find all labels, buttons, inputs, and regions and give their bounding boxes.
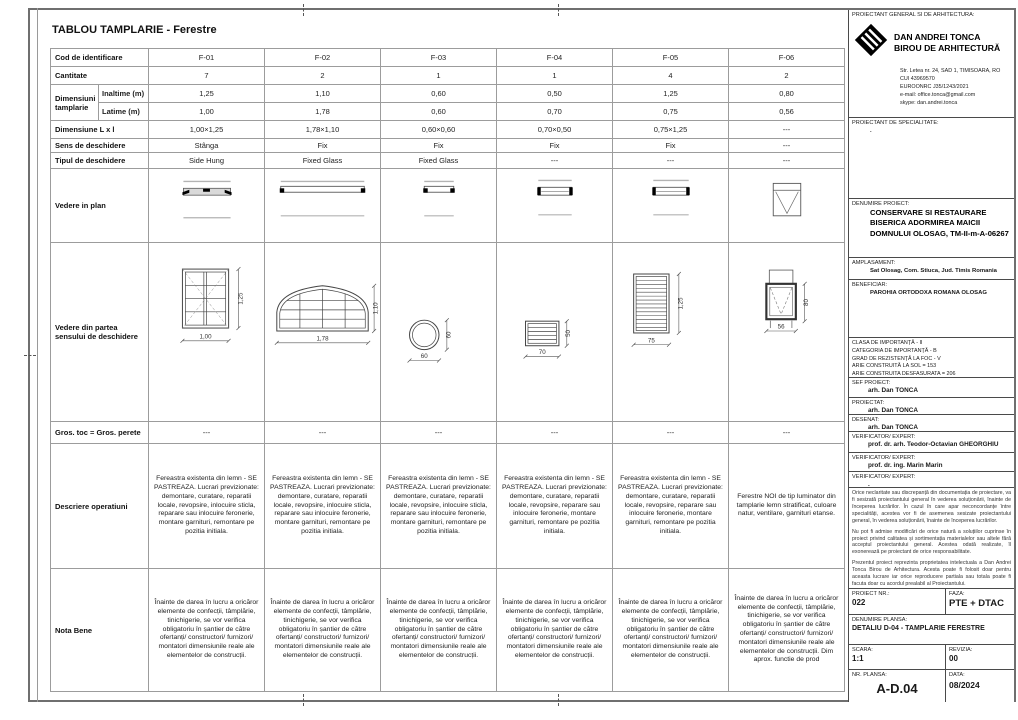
cell-tip-f01: Side Hung xyxy=(149,153,265,169)
row-label-nota-bene: Nota Bene xyxy=(51,569,149,692)
cell-inaltime-f04: 0,50 xyxy=(497,85,613,103)
section-info xyxy=(849,338,1014,378)
title-block xyxy=(848,10,1014,702)
cell-descriere-f06: Ferestre NOI de tip luminator din tamplarie lemn stratificat, culoare natur, ventilare, garnituri etanse. xyxy=(729,444,845,569)
cell-cod-f05: F-05 xyxy=(613,49,729,67)
cell-dimlxl-f06: --- xyxy=(729,121,845,139)
tamplarie-table xyxy=(50,48,845,692)
row-label-vedere-deschidere: Vedere din partea sensului de deschidere xyxy=(51,243,149,422)
project-title: CONSERVARE SI RESTAURARE BISERICA ADORMIREA MAICII DOMNULUI OLOSAG, TM-II-m-A-06267 xyxy=(870,208,1009,238)
cell-latime-f01: 1,00 xyxy=(149,103,265,121)
proiect-nr-value: 022 xyxy=(852,598,866,607)
firm-email: e-mail: office.tonca@gmail.com xyxy=(900,92,976,99)
section-denumire-proiect xyxy=(849,199,1014,258)
section-denumire-plansa xyxy=(849,615,1014,645)
section-amplasament xyxy=(849,258,1014,280)
table-row xyxy=(51,121,845,139)
cell-cantitate-f04: 1 xyxy=(497,67,613,85)
table-row xyxy=(51,103,845,121)
verificator-3-name: . xyxy=(868,481,870,488)
categoria-importanta: CATEGORIA DE IMPORTANȚĂ - B xyxy=(852,347,937,354)
elevation-f06 xyxy=(729,243,845,422)
sef-proiect-label: SEF PROIECT: xyxy=(852,380,891,386)
cell-dimlxl-f04: 0,70×0,50 xyxy=(497,121,613,139)
plan-view-f03 xyxy=(381,169,497,243)
page-title: TABLOU TAMPLARIE - Ferestre xyxy=(52,24,217,36)
proiectat-name: arh. Dan TONCA xyxy=(868,407,918,414)
plan-view-f01 xyxy=(149,169,265,243)
section-sef-proiect xyxy=(849,378,1014,398)
cell-inaltime-f06: 0,80 xyxy=(729,85,845,103)
faza-value: PTE + DTAC xyxy=(949,598,1004,609)
firm-name xyxy=(894,32,1000,53)
cell-latime-f06: 0,56 xyxy=(729,103,845,121)
cell-dimlxl-f03: 0,60×0,60 xyxy=(381,121,497,139)
disclaimer-paragraph: Nu pot fi admise modificări de orice natură a soluțiilor cuprinse în proiect privind calitatea și sortimentația materialelor sau altele fără acceptul proiectantului general. Acestea odată realizate, îl exonerează pe proiectant de orice responsabilitate. xyxy=(852,528,1011,556)
row-label-dim-lxl: Dimensiune L x l xyxy=(51,121,149,139)
data-value: 08/2024 xyxy=(949,680,980,690)
cell-dimlxl-f05: 0,75×1,25 xyxy=(613,121,729,139)
registration-mark xyxy=(558,4,559,16)
disclaimer-paragraph: Orice neclaritate sau discrepanță din documentația de proiectare, va fi sesizată proiectantului general în vederea soluționării, înainte de începerea lucrărilor. În cazul în care apar neconcordanțe între specialități, acestea vor fi de asemenea sesizate proiectantului general, în vederea soluționării, înainte de începerea lucrărilor. xyxy=(852,490,1011,524)
cell-cantitate-f06: 2 xyxy=(729,67,845,85)
cell-descriere-f02: Fereastra existenta din lemn - SE PASTREAZA. Lucrari previzionate: demontare, curatare, reparatii locale, revopsire, inlocuire sticla, reparare sau inlocuire feronerie, montare garnituri, remontare pe pozitia initiala. xyxy=(265,444,381,569)
cell-inaltime-f03: 0,60 xyxy=(381,85,497,103)
cell-gros-f02: --- xyxy=(265,422,381,444)
cell-latime-f04: 0,70 xyxy=(497,103,613,121)
row-label-inaltime: Inaltime (m) xyxy=(99,85,149,103)
section-disclaimer xyxy=(849,488,1014,589)
section-proiectant-general xyxy=(849,10,1014,118)
section-proiectat xyxy=(849,398,1014,415)
cell-inaltime-f05: 1,25 xyxy=(613,85,729,103)
firm-address xyxy=(900,67,1011,108)
cell-nota-f01: Înainte de darea în lucru a oricăror elemente de confecții, tâmplărie, tinichigerie, se vor verifica obligatoriu în șantier de către ofertanți/ constructori/ furnizori/ montatori dimensiunile reale ale elementelor de construcții. xyxy=(149,569,265,692)
cell-inaltime-f01: 1,25 xyxy=(149,85,265,103)
cell-dimlxl-f02: 1,78×1,10 xyxy=(265,121,381,139)
svg-text:1,25: 1,25 xyxy=(236,292,244,305)
sheet-frame-inner-line xyxy=(37,8,38,702)
row-label-latime: Latime (m) xyxy=(99,103,149,121)
verificator-label: VERIFICATOR/ EXPERT: xyxy=(852,455,916,461)
cell-tip-f06: --- xyxy=(729,153,845,169)
proiectant-specialitate-label: PROIECTANT DE SPECIALITATE: xyxy=(852,120,939,126)
section-proiectant-specialitate xyxy=(849,118,1014,199)
elevation-f01 xyxy=(149,243,265,422)
beneficiar-value: PAROHIA ORTODOXA ROMANA OLOSAG xyxy=(870,290,987,296)
table-row-plan-views xyxy=(51,169,845,243)
proiectat-label: PROIECTAT: xyxy=(852,400,885,406)
sef-proiect-name: arh. Dan TONCA xyxy=(868,387,918,394)
registration-mark xyxy=(303,694,304,706)
revizia-label: REVIZIA: xyxy=(949,647,973,653)
clasa-importanta: CLASA DE IMPORTANȚĂ - II xyxy=(852,340,923,346)
cell-sens-f01: Stânga xyxy=(149,139,265,153)
row-label-dimensiuni: Dimensiuni tamplarie xyxy=(51,85,99,121)
firm-address-line: Str. Letea nr. 24, SAD 1, TIMISOARA, RO xyxy=(900,68,1001,74)
table-row xyxy=(51,67,845,85)
plan-view-f02 xyxy=(265,169,381,243)
proiectant-general-label: PROIECTANT GENERAL SI DE ARHITECTURA: xyxy=(852,12,975,18)
firm-address-line: CUI 43969570 xyxy=(900,76,935,83)
cell-dimlxl-f01: 1,00×1,25 xyxy=(149,121,265,139)
cell-cod-f03: F-03 xyxy=(381,49,497,67)
cell-descriere-f04: Fereastra existenta din lemn - SE PASTREAZA. Lucrari previzionate: demontare, curatare, reparatii locale, revopsire, reparare sau inlocuire feronerie, montare garnituri, remontare pe pozitia initiala. xyxy=(497,444,613,569)
svg-text:56: 56 xyxy=(777,323,785,331)
svg-text:60: 60 xyxy=(420,353,428,361)
row-label-cod: Cod de identificare xyxy=(51,49,149,67)
cell-gros-f04: --- xyxy=(497,422,613,444)
row-label-vedere-plan: Vedere in plan xyxy=(51,169,149,243)
firm-logo-icon xyxy=(852,21,890,64)
cell-sens-f03: Fix xyxy=(381,139,497,153)
row-label-cantitate: Cantitate xyxy=(51,67,149,85)
desenat-name: arh. Dan TONCA xyxy=(868,424,918,431)
nr-plansa-label: NR. PLANSA: xyxy=(852,672,887,678)
table-row-elevations xyxy=(51,243,845,422)
table-row xyxy=(51,85,845,103)
cell-sens-f06: --- xyxy=(729,139,845,153)
disclaimer-paragraph: Prezentul proiect reprezinta proprietatea intelectuala a Dan Andrei Tonca Birou de Arhitectura. Acesta poate fi folosit doar pentru aceasta lucrare iar orice reproducere partiala sau totala poate fi facuta doar cu acordul prealabil al Proiectantului. xyxy=(852,560,1011,588)
svg-text:1,10: 1,10 xyxy=(372,302,380,315)
data-label: DATA: xyxy=(949,672,965,678)
row-label-gros-toc: Gros. toc = Gros. perete xyxy=(51,422,149,444)
section-nrplansa-data xyxy=(849,670,1014,702)
cell-cod-f04: F-04 xyxy=(497,49,613,67)
svg-text:80: 80 xyxy=(802,299,810,306)
cell-nota-f02: Înainte de darea în lucru a oricăror elemente de confecții, tâmplărie, tinichigerie, se vor verifica obligatoriu în șantier de către ofertanți/ constructori/ furnizori/ montatori dimensiunile reale ale elementelor de construcții. xyxy=(265,569,381,692)
verificator-1-name: prof. dr. arh. Teodor-Octavian GHEORGHIU xyxy=(868,441,999,448)
section-beneficiar xyxy=(849,280,1014,338)
scara-value: 1:1 xyxy=(852,654,864,663)
table-row xyxy=(51,139,845,153)
cell-tip-f03: Fixed Glass xyxy=(381,153,497,169)
cell-cod-f01: F-01 xyxy=(149,49,265,67)
plan-view-f04 xyxy=(497,169,613,243)
scara-label: SCARA: xyxy=(852,647,873,653)
verificator-label: VERIFICATOR/ EXPERT: xyxy=(852,474,916,480)
section-desenat xyxy=(849,415,1014,432)
nr-plansa-value: A-D.04 xyxy=(876,681,918,696)
cell-descriere-f01: Fereastra existenta din lemn - SE PASTREAZA. Lucrari previzionate: demontare, curatare, reparatii locale, revopsire, inlocuire sticla, reparare sau inlocuire feronerie, montare garnituri, remontare pe pozitia initiala. xyxy=(149,444,265,569)
section-verificator-2 xyxy=(849,453,1014,472)
beneficiar-label: BENEFICIAR: xyxy=(852,282,888,288)
cell-cantitate-f03: 1 xyxy=(381,67,497,85)
cell-inaltime-f02: 1,10 xyxy=(265,85,381,103)
section-verificator-1 xyxy=(849,432,1014,453)
cell-descriere-f05: Fereastra existenta din lemn - SE PASTREAZA. Lucrari previzionate: demontare, curatare, reparatii locale, revopsire, reparare sau inlocuire feronerie, montare garnituri, remontare pe pozitia initiala. xyxy=(613,444,729,569)
cell-sens-f05: Fix xyxy=(613,139,729,153)
firm-name-line1: DAN ANDREI TONCA xyxy=(894,31,981,42)
table-row xyxy=(51,153,845,169)
denumire-proiect-label: DENUMIRE PROIECT: xyxy=(852,201,910,207)
table-row xyxy=(51,49,845,67)
cell-nota-f05: Înainte de darea în lucru a oricăror elemente de confecții, tâmplărie, tinichigerie, se vor verifica obligatoriu în șantier de către ofertanți/ constructori/ furnizori/ montatori dimensiunile reale ale elementelor de construcții. xyxy=(613,569,729,692)
svg-text:60: 60 xyxy=(444,331,452,339)
table-row-nota-bene xyxy=(51,569,845,692)
arie-desfasurata: ARIE CONSTRUITA DESFASURATA = 206 xyxy=(852,371,956,378)
cell-gros-f01: --- xyxy=(149,422,265,444)
arie-construita-sol: ARIE CONSTRUITĂ LA SOL = 153 xyxy=(852,363,937,370)
verificator-label: VERIFICATOR/ EXPERT: xyxy=(852,434,916,440)
cell-latime-f03: 0,60 xyxy=(381,103,497,121)
amplasament-label: AMPLASAMENT: xyxy=(852,260,896,266)
cell-descriere-f03: Fereastra existenta din lemn - SE PASTREAZA. Lucrari previzionate: demontare, curatare, reparatii locale, revopsire, inlocuire sticla, reparare sau inlocuire feronerie, montare garnituri, remontare pe pozitia initiala. xyxy=(381,444,497,569)
elevation-f04 xyxy=(497,243,613,422)
plan-view-f05 xyxy=(613,169,729,243)
table-row xyxy=(51,422,845,444)
registration-mark xyxy=(558,694,559,706)
plan-view-f06 xyxy=(729,169,845,243)
denumire-plansa-label: DENUMIRE PLANSA: xyxy=(852,617,908,623)
cell-nota-f06: Înainte de darea în lucru a oricăror elemente de confecții, tâmplărie, tinichigerie, se vor verifica obligatoriu în șantier de către ofertanți/ constructori/ furnizori/ montatori dimensiunile reale ale elementelor de construcții. Dim aprox. functie de prod xyxy=(729,569,845,692)
cell-sens-f04: Fix xyxy=(497,139,613,153)
cell-latime-f05: 0,75 xyxy=(613,103,729,121)
verificator-2-name: prof. dr. ing. Marin Marin xyxy=(868,462,943,469)
cell-cantitate-f01: 7 xyxy=(149,67,265,85)
faza-label: FAZA: xyxy=(949,591,965,597)
firm-name-line2: BIROU DE ARHITECTURĂ xyxy=(894,42,1001,53)
registration-mark xyxy=(303,4,304,16)
amplasament-value: Sat Olosag, Com. Stiuca, Jud. Timis Romania xyxy=(870,268,997,274)
svg-text:50: 50 xyxy=(564,330,572,337)
cell-gros-f06: --- xyxy=(729,422,845,444)
proiectant-specialitate-value: . xyxy=(870,128,872,134)
svg-text:1,78: 1,78 xyxy=(315,335,329,343)
svg-text:70: 70 xyxy=(538,349,546,357)
revizia-value: 00 xyxy=(949,654,958,663)
cell-gros-f05: --- xyxy=(613,422,729,444)
cell-nota-f04: Înainte de darea în lucru a oricăror elemente de confecții, tâmplărie, tinichigerie, se vor verifica obligatoriu în șantier de către ofertanți/ constructori/ furnizori/ montatori dimensiunile reale ale elementelor de construcții. xyxy=(497,569,613,692)
cell-tip-f05: --- xyxy=(613,153,729,169)
section-verificator-3 xyxy=(849,472,1014,488)
denumire-plansa-value: DETALIU D-04 - TAMPLARIE FERESTRE xyxy=(852,625,985,632)
firm-address-line: EUROONRC J35/1243/2021 xyxy=(900,84,969,91)
elevation-f05 xyxy=(613,243,729,422)
proiect-nr-label: PROIECT NR.: xyxy=(852,591,890,597)
svg-text:75: 75 xyxy=(647,337,655,345)
grad-rezistenta-foc: GRAD DE REZISTENȚĂ LA FOC - V xyxy=(852,355,941,362)
elevation-f02 xyxy=(265,243,381,422)
table-row-descriere xyxy=(51,444,845,569)
cell-nota-f03: Înainte de darea în lucru a oricăror elemente de confecții, tâmplărie, tinichigerie, se vor verifica obligatoriu în șantier de către ofertanți/ constructori/ furnizori/ montatori dimensiunile reale ale elementelor de construcții. xyxy=(381,569,497,692)
section-scara-revizia xyxy=(849,645,1014,670)
section-proiect-faza xyxy=(849,589,1014,615)
cell-gros-f03: --- xyxy=(381,422,497,444)
cell-sens-f02: Fix xyxy=(265,139,381,153)
cell-cod-f02: F-02 xyxy=(265,49,381,67)
elevation-f03 xyxy=(381,243,497,422)
firm-skype: skype: dan.andrei.tonca xyxy=(900,100,958,107)
desenat-label: DESENAT: xyxy=(852,417,879,423)
row-label-tip: Tipul de deschidere xyxy=(51,153,149,169)
row-label-descriere: Descriere operatiuni xyxy=(51,444,149,569)
cell-tip-f04: --- xyxy=(497,153,613,169)
svg-text:1,25: 1,25 xyxy=(676,297,684,310)
cell-cantitate-f05: 4 xyxy=(613,67,729,85)
cell-tip-f02: Fixed Glass xyxy=(265,153,381,169)
row-label-sens: Sens de deschidere xyxy=(51,139,149,153)
svg-text:1,00: 1,00 xyxy=(199,333,212,341)
cell-cantitate-f02: 2 xyxy=(265,67,381,85)
cell-cod-f06: F-06 xyxy=(729,49,845,67)
registration-mark xyxy=(24,355,36,356)
cell-latime-f02: 1,78 xyxy=(265,103,381,121)
